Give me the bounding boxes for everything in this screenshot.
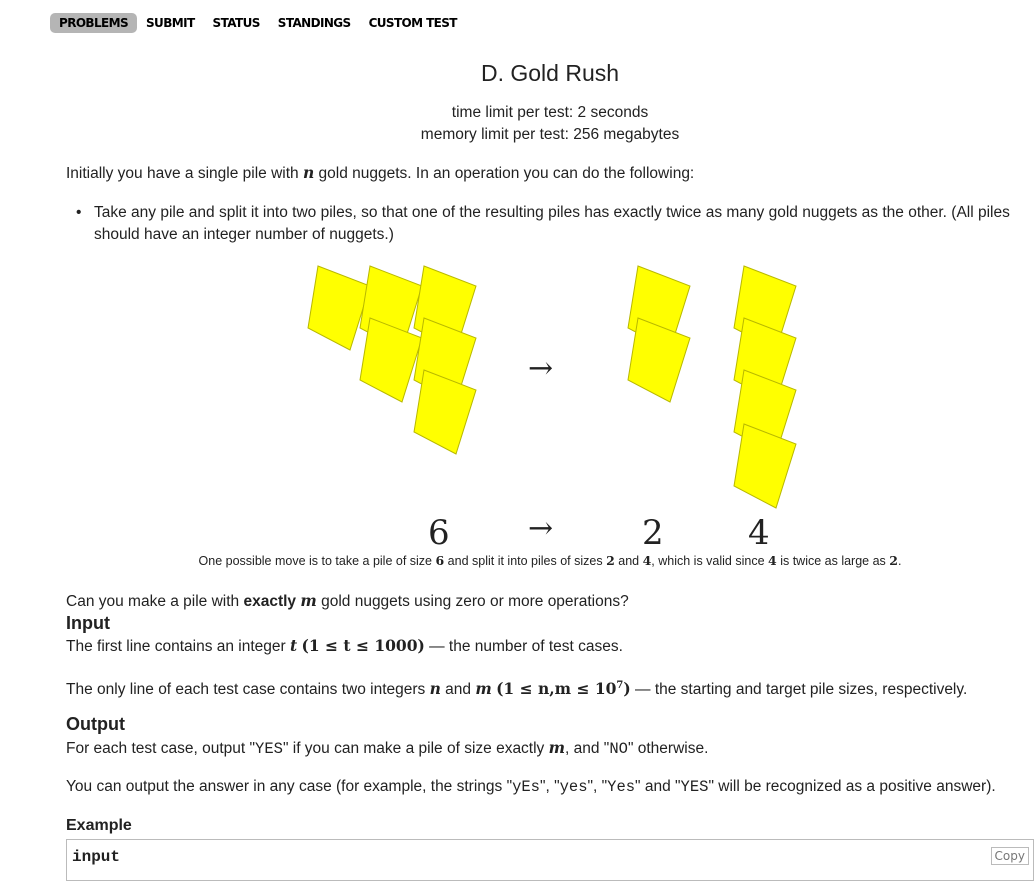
out2-text-b: " will be recognized as a positive answer). bbox=[708, 778, 996, 795]
input-line-1 bbox=[66, 635, 623, 658]
out2-s3: Yes bbox=[607, 778, 636, 796]
caption-num-6: 6 bbox=[435, 553, 445, 568]
out-text-d: " otherwise. bbox=[627, 740, 709, 757]
caption-num-2a: 2 bbox=[606, 553, 615, 568]
input2-and: and bbox=[440, 681, 476, 699]
intro-text-end: gold nuggets. In an operation you can do the following: bbox=[314, 165, 695, 182]
input2-text-a: The only line of each test case contains two integers bbox=[66, 681, 430, 699]
figure-caption bbox=[0, 553, 1036, 568]
out-text-b: " if you can make a pile of size exactly bbox=[282, 740, 549, 757]
out2-sep1: ", " bbox=[539, 778, 560, 795]
out2-sep2: ", " bbox=[587, 778, 608, 795]
input-title: Input bbox=[66, 613, 110, 633]
nuggets-group bbox=[308, 266, 796, 508]
count-right-2: 2 bbox=[642, 513, 664, 553]
statement-intro bbox=[66, 162, 694, 185]
bullet-dot: • bbox=[76, 204, 82, 221]
question-text: Can you make a pile with bbox=[66, 593, 244, 610]
gold-nugget-8 bbox=[628, 318, 690, 402]
nav-problems[interactable]: PROBLEMS bbox=[50, 13, 137, 33]
input-line-2 bbox=[66, 675, 967, 701]
out-text-c: , and " bbox=[565, 740, 610, 757]
constraint-nm: (1 ≤ n,m ≤ 10 bbox=[496, 679, 617, 699]
caption-num-4b: 4 bbox=[768, 553, 777, 568]
example-title: Example bbox=[66, 817, 132, 834]
figure-arrow-top: → bbox=[528, 351, 554, 386]
var-n2: n bbox=[429, 679, 441, 699]
input-text-a: The first line contains an integer bbox=[66, 638, 291, 655]
gold-nugget-4 bbox=[360, 318, 422, 402]
bullet-text: Take any pile and split it into two piles, so that one of the resulting piles has exactly twice as many gold nuggets as the other. (All piles should have an integer number of nuggets.) bbox=[94, 204, 1010, 243]
problem-title: D. Gold Rush bbox=[480, 60, 620, 86]
caption-num-2b: 2 bbox=[889, 553, 898, 568]
caption-text-e: is twice as large as bbox=[776, 554, 890, 568]
intro-text: Initially you have a single pile with bbox=[66, 165, 303, 182]
constraint-close: ) bbox=[623, 679, 631, 699]
caption-text-a: One possible move is to take a pile of size bbox=[198, 554, 436, 568]
memory-limit: memory limit per test: 256 megabytes bbox=[420, 126, 680, 143]
out-text-a: For each test case, output " bbox=[66, 740, 256, 757]
var-n: n bbox=[302, 163, 315, 182]
out2-s2: yes bbox=[559, 778, 588, 796]
input2-text-b: — the starting and target pile sizes, respectively. bbox=[630, 681, 968, 699]
var-m2: m bbox=[475, 679, 492, 699]
top-nav bbox=[50, 12, 466, 34]
nav-custom-test[interactable]: CUSTOM TEST bbox=[368, 16, 457, 30]
caption-text-d: , which is valid since bbox=[651, 554, 769, 568]
caption-text-f: . bbox=[897, 554, 902, 568]
constraint-exp: 7 bbox=[616, 680, 624, 691]
caption-text-c: and bbox=[614, 554, 643, 568]
var-t: t bbox=[290, 636, 298, 655]
gold-nugget-12 bbox=[734, 424, 796, 508]
output-line-2 bbox=[66, 776, 996, 798]
operation-bullet bbox=[76, 202, 1034, 246]
out-no: NO bbox=[609, 740, 628, 758]
gold-nugget-1 bbox=[308, 266, 370, 350]
input-text-b: — the number of test cases. bbox=[424, 638, 623, 655]
question-bold: exactly bbox=[243, 593, 297, 610]
out-yes: YES bbox=[255, 740, 283, 758]
var-m3: m bbox=[548, 738, 566, 757]
time-limit: time limit per test: 2 seconds bbox=[451, 104, 649, 121]
example-input-box bbox=[66, 839, 1034, 881]
out2-s4: YES bbox=[680, 778, 709, 796]
problem-limits bbox=[0, 102, 1036, 146]
copy-button[interactable]: Copy bbox=[991, 847, 1029, 865]
output-title: Output bbox=[66, 714, 125, 734]
nav-status[interactable]: STATUS bbox=[212, 16, 260, 30]
constraint-t: (1 ≤ t ≤ 1000) bbox=[301, 636, 425, 655]
nav-submit[interactable]: SUBMIT bbox=[146, 16, 195, 30]
caption-num-4a: 4 bbox=[642, 553, 652, 568]
output-line-1 bbox=[66, 737, 708, 760]
gold-nugget-6 bbox=[414, 370, 476, 454]
var-m: m bbox=[300, 591, 317, 610]
out2-sep3: " and " bbox=[635, 778, 681, 795]
caption-text-b: and split it into piles of sizes bbox=[444, 554, 607, 568]
statement-question bbox=[66, 590, 629, 613]
nav-standings[interactable]: STANDINGS bbox=[277, 16, 351, 30]
count-right-4: 4 bbox=[748, 513, 770, 553]
figure-arrow-bottom: → bbox=[528, 511, 554, 546]
example-input-label: input bbox=[72, 848, 121, 866]
count-left: 6 bbox=[428, 513, 450, 553]
out2-s1: yEs bbox=[512, 778, 540, 796]
question-text-end: gold nuggets using zero or more operations? bbox=[316, 593, 629, 610]
gold-pile-figure bbox=[300, 258, 820, 553]
out2-text-a: You can output the answer in any case (for example, the strings " bbox=[66, 778, 513, 795]
